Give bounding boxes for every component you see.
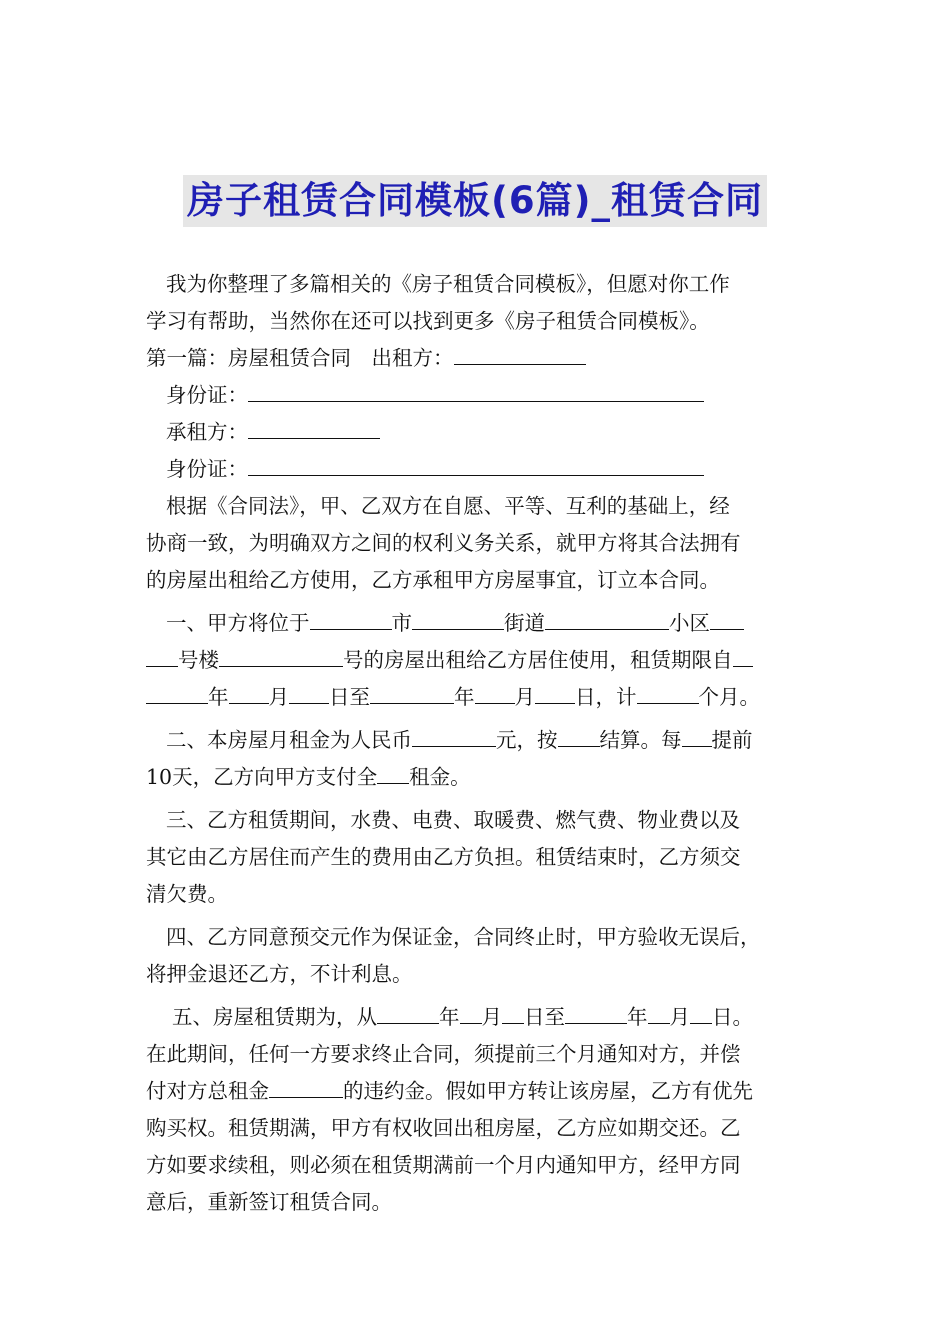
term-end-month-blank[interactable] <box>648 1001 670 1024</box>
clause5-line-3 <box>146 1073 812 1110</box>
clause4-line-2: 将押金退还乙方，不计利息。 <box>146 962 413 986</box>
clause5-text: 年 <box>627 1005 648 1029</box>
community-blank[interactable] <box>545 607 669 630</box>
end-year-blank[interactable] <box>370 681 454 704</box>
clause5-text: 付对方总租金 <box>146 1079 269 1103</box>
clause5-text: 五、房屋租赁期为，从 <box>172 1005 377 1029</box>
months-blank[interactable] <box>637 681 699 704</box>
clause1-text: 月 <box>268 685 289 709</box>
clause1-text: 年 <box>208 685 229 709</box>
term-start-month-blank[interactable] <box>460 1001 482 1024</box>
clause5-text: 的违约金。假如甲方转让该房屋，乙方有优先 <box>343 1079 753 1103</box>
start-year-blank-b[interactable] <box>146 681 208 704</box>
clause1-text: 一、甲方将位于 <box>166 611 310 635</box>
building-blank-a[interactable] <box>710 607 744 630</box>
clause5-text: 年 <box>439 1005 460 1029</box>
clause1-line-2 <box>146 642 812 679</box>
start-day-blank[interactable] <box>289 681 329 704</box>
clause2-text: 元，按 <box>496 728 558 752</box>
clause5-text: 月 <box>669 1005 690 1029</box>
clause1-text: 年 <box>454 685 475 709</box>
period-blank[interactable] <box>682 724 712 747</box>
lessor-id-blank[interactable] <box>248 379 704 402</box>
lessee-line <box>146 414 812 451</box>
clause1-text: 月 <box>514 685 535 709</box>
clause5-line-4: 购买权。租赁期满，甲方有权收回出租房屋，乙方应如期交还。乙 <box>146 1116 741 1140</box>
clause5-line-1 <box>146 999 812 1036</box>
term-end-year-blank[interactable] <box>565 1001 627 1024</box>
clause1-line-1 <box>146 605 812 642</box>
clause4-line-1: 四、乙方同意预交元作为保证金，合同终止时，甲方验收无误后， <box>166 925 761 949</box>
term-start-year-blank[interactable] <box>377 1001 439 1024</box>
section1-heading-text: 第一篇：房屋租赁合同 出租方： <box>146 346 454 370</box>
clause2-text: 租金。 <box>409 765 471 789</box>
clause1-text: 号楼 <box>178 648 219 672</box>
clause2-text: 提前 <box>711 728 753 752</box>
clause5-text: 日至 <box>524 1005 565 1029</box>
clause1-text: 小区 <box>669 611 710 635</box>
clause1-text: 街道 <box>504 611 545 635</box>
clause3-line-2: 其它由乙方居住而产生的费用由乙方负担。租赁结束时，乙方须交 <box>146 845 741 869</box>
clause1-text: 日至 <box>329 685 370 709</box>
rent-period-blank[interactable] <box>377 761 409 784</box>
lessor-blank[interactable] <box>454 342 586 365</box>
document-title: 房子租赁合同模板(6篇)_租赁合同 <box>183 175 767 227</box>
clause3-line-3: 清欠费。 <box>146 882 228 906</box>
lessee-label: 承租方： <box>166 420 248 444</box>
clause2-text: 10天，乙方向甲方支付全 <box>146 765 378 789</box>
clause2-text: 二、本房屋月租金为人民币 <box>166 728 412 752</box>
clause5-line-2: 在此期间，任何一方要求终止合同，须提前三个月通知对方，并偿 <box>146 1042 741 1066</box>
title-wrap <box>0 175 950 227</box>
lessor-id-label: 身份证： <box>166 383 248 407</box>
building-blank-b[interactable] <box>146 644 178 667</box>
unit-blank[interactable] <box>219 644 343 667</box>
section1-heading <box>146 340 812 377</box>
clause1-text: 个月。 <box>698 685 760 709</box>
start-year-blank-a[interactable] <box>733 644 753 667</box>
lessor-id-line <box>146 377 812 414</box>
document-body <box>146 266 812 1221</box>
term-start-day-blank[interactable] <box>502 1001 524 1024</box>
intro-line-2: 学习有帮助，当然你在还可以找到更多《房子租赁合同模板》。 <box>146 309 710 333</box>
penalty-blank[interactable] <box>269 1075 343 1098</box>
preamble-line-2: 协商一致，为明确双方之间的权利义务关系，就甲方将其合法拥有 <box>146 531 741 555</box>
clause2-line-2 <box>146 759 812 796</box>
clause5-text: 日。 <box>712 1005 753 1029</box>
clause1-text: 市 <box>391 611 412 635</box>
settlement-blank[interactable] <box>558 724 600 747</box>
clause5-line-6: 意后，重新签订租赁合同。 <box>146 1190 392 1214</box>
clause1-line-3 <box>146 679 812 716</box>
clause5-text: 月 <box>481 1005 502 1029</box>
end-day-blank[interactable] <box>535 681 575 704</box>
clause1-text: 日，计 <box>575 685 637 709</box>
clause3-line-1: 三、乙方租赁期间，水费、电费、取暖费、燃气费、物业费以及 <box>166 808 740 832</box>
clause2-text: 结算。每 <box>599 728 682 752</box>
preamble-line-3: 的房屋出租给乙方使用，乙方承租甲方房屋事宜，订立本合同。 <box>146 568 720 592</box>
lessee-id-blank[interactable] <box>248 453 704 476</box>
rent-amount-blank[interactable] <box>412 724 496 747</box>
end-month-blank[interactable] <box>475 681 515 704</box>
clause5-line-5: 方如要求续租，则必须在租赁期满前一个月内通知甲方，经甲方同 <box>146 1153 741 1177</box>
city-blank[interactable] <box>310 607 392 630</box>
term-end-day-blank[interactable] <box>690 1001 712 1024</box>
clause1-text: 号的房屋出租给乙方居住使用，租赁期限自 <box>343 648 733 672</box>
lessee-id-label: 身份证： <box>166 457 248 481</box>
lessee-blank[interactable] <box>248 416 380 439</box>
start-month-blank[interactable] <box>229 681 269 704</box>
lessee-id-line <box>146 451 812 488</box>
street-blank[interactable] <box>412 607 504 630</box>
intro-line-1: 我为你整理了多篇相关的《房子租赁合同模板》，但愿对你工作 <box>166 272 730 296</box>
clause2-line-1 <box>146 722 812 759</box>
preamble-line-1: 根据《合同法》，甲、乙双方在自愿、平等、互利的基础上，经 <box>166 494 730 518</box>
